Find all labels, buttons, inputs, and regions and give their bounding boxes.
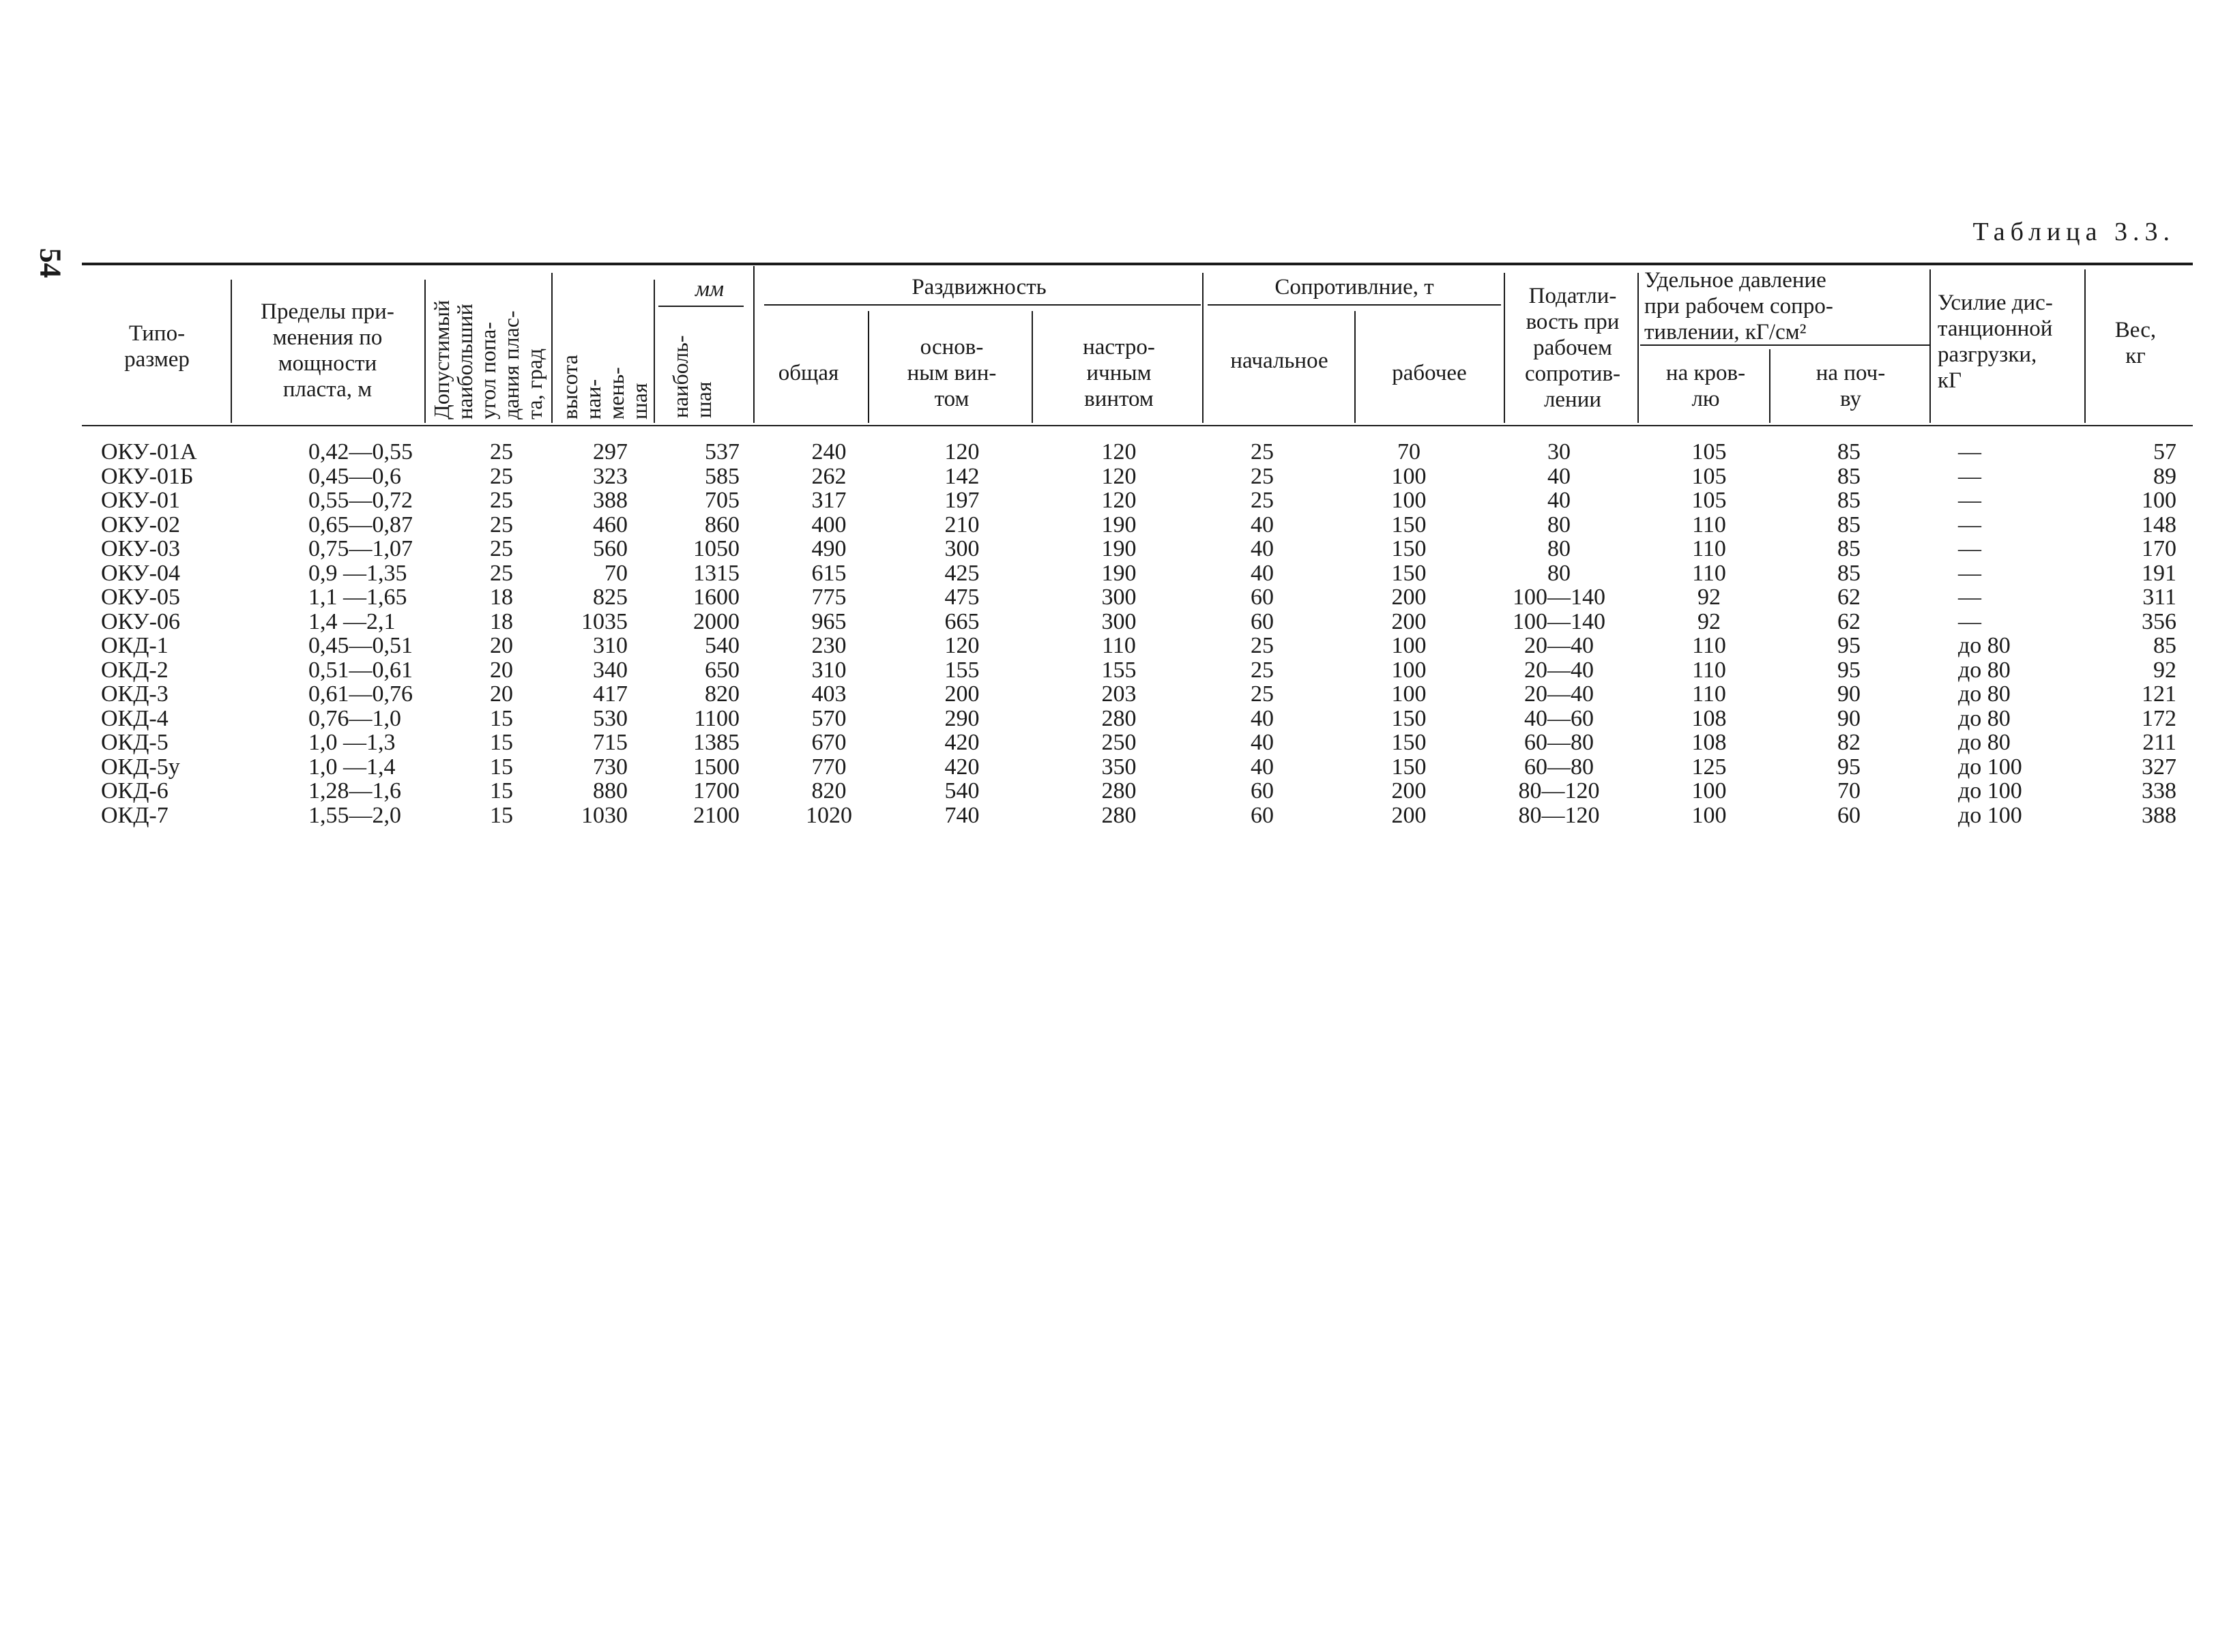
page-number: 54	[33, 248, 68, 278]
row-ext-adj: 120	[1101, 488, 1137, 513]
row-res-work: 100	[1391, 657, 1427, 683]
row-yield: 40	[1547, 488, 1571, 513]
row-weight: 327	[2142, 754, 2176, 780]
header-divider	[1640, 344, 1930, 346]
row-ext-total: 490	[811, 536, 847, 561]
row-weight: 148	[2142, 512, 2176, 537]
row-height-max: 860	[705, 512, 740, 537]
row-type: ОКД-5у	[101, 754, 180, 780]
table-caption: Таблица 3.3.	[1972, 218, 2175, 246]
row-ext-adj: 190	[1101, 560, 1137, 586]
row-unload: —	[1958, 536, 1981, 561]
row-press-floor: 62	[1837, 608, 1861, 634]
row-unload: до 80	[1958, 657, 2011, 683]
table-row	[0, 779, 2216, 803]
row-type: ОКУ-05	[101, 585, 180, 610]
row-ext-total: 262	[811, 463, 847, 489]
header-extension: Раздвижность	[912, 275, 1047, 299]
row-press-roof: 92	[1697, 608, 1721, 634]
row-res-work: 100	[1391, 633, 1427, 658]
row-type: ОКД-1	[101, 633, 169, 658]
header-res-init: начальное	[1230, 349, 1328, 373]
row-weight: 170	[2142, 536, 2176, 561]
header-yield: Податли- вость при рабочем сопротив- лении	[1524, 284, 1621, 412]
row-res-init: 40	[1251, 560, 1274, 586]
row-res-work: 150	[1391, 536, 1427, 561]
header-divider	[551, 273, 553, 423]
row-res-init: 40	[1251, 705, 1274, 731]
header-divider	[658, 306, 744, 307]
row-ext-adj: 120	[1101, 463, 1137, 489]
row-height-min: 530	[593, 705, 628, 731]
row-press-floor: 82	[1837, 730, 1861, 755]
row-res-init: 25	[1251, 439, 1274, 464]
row-height-max: 1100	[694, 705, 740, 731]
row-press-floor: 85	[1837, 439, 1861, 464]
row-ext-total: 310	[811, 657, 847, 683]
row-press-roof: 110	[1692, 657, 1726, 683]
row-res-init: 40	[1251, 754, 1274, 780]
row-unload: —	[1958, 463, 1981, 489]
row-press-roof: 110	[1692, 681, 1726, 707]
row-ext-main: 210	[944, 512, 980, 537]
row-ext-main: 540	[944, 778, 980, 803]
header-ext-total: общая	[778, 361, 839, 385]
row-ext-adj: 280	[1101, 705, 1137, 731]
row-ext-adj: 120	[1101, 439, 1137, 464]
row-press-floor: 95	[1837, 633, 1861, 658]
row-res-work: 100	[1391, 463, 1427, 489]
table-row	[0, 707, 2216, 731]
header-weight: Вес, кг	[2114, 318, 2157, 368]
row-range: 1,1 —1,65	[308, 585, 407, 610]
row-angle: 25	[490, 439, 513, 464]
row-height-min: 1030	[581, 802, 628, 828]
row-ext-main: 142	[944, 463, 980, 489]
row-ext-total: 670	[811, 730, 847, 755]
row-res-work: 150	[1391, 754, 1427, 780]
row-ext-main: 420	[944, 754, 980, 780]
row-ext-total: 965	[811, 608, 847, 634]
row-type: ОКУ-02	[101, 512, 180, 537]
row-ext-total: 820	[811, 778, 847, 803]
row-range: 0,51—0,61	[308, 657, 413, 683]
row-yield: 80	[1547, 512, 1571, 537]
table-row	[0, 561, 2216, 586]
row-height-max: 1600	[693, 585, 740, 610]
table-body	[0, 440, 2216, 827]
row-unload: —	[1958, 585, 1981, 610]
table-row	[0, 731, 2216, 755]
row-yield: 80—120	[1518, 802, 1600, 828]
row-ext-main: 120	[944, 633, 980, 658]
row-ext-adj: 300	[1101, 585, 1137, 610]
header-divider	[2084, 269, 2086, 423]
row-range: 0,65—0,87	[308, 512, 413, 537]
row-ext-adj: 190	[1101, 536, 1137, 561]
header-divider	[868, 311, 869, 423]
row-weight: 92	[2153, 657, 2176, 683]
row-ext-main: 665	[944, 608, 980, 634]
header-divider	[753, 266, 755, 423]
row-press-floor: 85	[1837, 463, 1861, 489]
row-angle: 15	[490, 705, 513, 731]
table-row	[0, 610, 2216, 634]
header-height-max: наиболь- шая	[668, 335, 716, 418]
row-ext-total: 570	[811, 705, 847, 731]
table-row	[0, 585, 2216, 610]
table-row	[0, 634, 2216, 658]
row-height-min: 323	[593, 463, 628, 489]
row-angle: 25	[490, 512, 513, 537]
row-weight: 191	[2142, 560, 2176, 586]
row-yield: 30	[1547, 439, 1571, 464]
row-yield: 80—120	[1518, 778, 1600, 803]
row-ext-total: 230	[811, 633, 847, 658]
row-ext-main: 300	[944, 536, 980, 561]
row-ext-main: 200	[944, 681, 980, 707]
row-ext-total: 615	[811, 560, 847, 586]
row-ext-main: 475	[944, 585, 980, 610]
row-unload: до 100	[1958, 754, 2022, 780]
table-row	[0, 440, 2216, 464]
row-res-init: 25	[1251, 463, 1274, 489]
row-weight: 311	[2142, 585, 2176, 610]
row-yield: 20—40	[1524, 657, 1594, 683]
row-ext-total: 770	[811, 754, 847, 780]
header-press-roof: на кров- лю	[1665, 361, 1746, 411]
row-press-floor: 90	[1837, 705, 1861, 731]
row-press-roof: 100	[1691, 802, 1727, 828]
header-divider	[1208, 304, 1501, 306]
row-press-roof: 110	[1692, 536, 1726, 561]
row-height-min: 1035	[581, 608, 628, 634]
row-range: 0,42—0,55	[308, 439, 413, 464]
row-height-max: 1500	[693, 754, 740, 780]
row-angle: 25	[490, 536, 513, 561]
header-height-unit: мм	[695, 277, 725, 301]
row-height-max: 2100	[693, 802, 740, 828]
row-weight: 89	[2153, 463, 2176, 489]
header-divider	[764, 304, 1201, 306]
row-range: 0,45—0,51	[308, 633, 413, 658]
row-yield: 60—80	[1524, 730, 1594, 755]
row-res-work: 200	[1391, 802, 1427, 828]
table-row	[0, 464, 2216, 489]
row-press-roof: 105	[1691, 488, 1727, 513]
row-height-max: 820	[705, 681, 740, 707]
row-ext-adj: 190	[1101, 512, 1137, 537]
row-ext-main: 290	[944, 705, 980, 731]
row-ext-main: 425	[944, 560, 980, 586]
header-height-min: наи- мень- шая	[581, 367, 652, 419]
header-divider	[1202, 273, 1204, 423]
row-ext-adj: 280	[1101, 778, 1137, 803]
row-height-max: 650	[705, 657, 740, 683]
row-type: ОКУ-01Б	[101, 463, 194, 489]
row-yield: 40	[1547, 463, 1571, 489]
row-yield: 100—140	[1513, 608, 1605, 634]
row-height-max: 1050	[693, 536, 740, 561]
row-res-work: 200	[1391, 585, 1427, 610]
row-press-floor: 70	[1837, 778, 1861, 803]
row-type: ОКД-5	[101, 730, 169, 755]
row-height-max: 585	[705, 463, 740, 489]
row-range: 1,4 —2,1	[308, 608, 396, 634]
header-divider	[1769, 349, 1770, 423]
row-press-floor: 95	[1837, 754, 1861, 780]
row-unload: до 80	[1958, 730, 2011, 755]
table-top-rule	[82, 263, 2193, 265]
row-ext-total: 400	[811, 512, 847, 537]
row-height-max: 1700	[693, 778, 740, 803]
row-ext-total: 317	[811, 488, 847, 513]
table-row	[0, 658, 2216, 683]
row-unload: до 80	[1958, 681, 2011, 707]
row-yield: 80	[1547, 560, 1571, 586]
row-ext-main: 740	[944, 802, 980, 828]
row-res-work: 200	[1391, 608, 1427, 634]
row-ext-adj: 110	[1102, 633, 1136, 658]
row-angle: 15	[490, 802, 513, 828]
row-press-roof: 110	[1692, 512, 1726, 537]
row-unload: до 80	[1958, 633, 2011, 658]
row-ext-total: 403	[811, 681, 847, 707]
row-ext-adj: 250	[1101, 730, 1137, 755]
row-height-max: 705	[705, 488, 740, 513]
header-unload: Усилие дис- танционной разгрузки, кГ	[1938, 291, 2053, 393]
row-range: 0,75—1,07	[308, 536, 413, 561]
row-unload: до 80	[1958, 705, 2011, 731]
row-ext-main: 120	[944, 439, 980, 464]
row-ext-adj: 203	[1101, 681, 1137, 707]
header-divider	[424, 280, 426, 423]
row-ext-main: 197	[944, 488, 980, 513]
row-press-roof: 125	[1691, 754, 1727, 780]
header-ext-adj: настро- ичным винтом	[1083, 335, 1155, 411]
row-res-init: 60	[1251, 608, 1274, 634]
row-yield: 20—40	[1524, 633, 1594, 658]
header-pressure: Удельное давление при рабочем сопро- тивлении, кГ/см²	[1644, 268, 1833, 344]
row-height-max: 537	[705, 439, 740, 464]
row-yield: 40—60	[1524, 705, 1594, 731]
row-res-work: 150	[1391, 512, 1427, 537]
row-type: ОКД-2	[101, 657, 169, 683]
row-res-init: 25	[1251, 633, 1274, 658]
row-unload: —	[1958, 608, 1981, 634]
row-res-work: 100	[1391, 488, 1427, 513]
row-weight: 172	[2142, 705, 2176, 731]
row-angle: 18	[490, 585, 513, 610]
row-type: ОКУ-03	[101, 536, 180, 561]
row-unload: —	[1958, 512, 1981, 537]
row-height-max: 2000	[693, 608, 740, 634]
row-type: ОКД-3	[101, 681, 169, 707]
header-res-work: рабочее	[1392, 361, 1467, 385]
row-weight: 100	[2142, 488, 2176, 513]
row-res-init: 40	[1251, 512, 1274, 537]
row-res-work: 150	[1391, 560, 1427, 586]
row-weight: 57	[2153, 439, 2176, 464]
row-type: ОКУ-01	[101, 488, 180, 513]
row-angle: 25	[490, 488, 513, 513]
row-height-min: 310	[593, 633, 628, 658]
row-press-roof: 110	[1692, 560, 1726, 586]
row-unload: до 100	[1958, 778, 2022, 803]
row-weight: 338	[2142, 778, 2176, 803]
row-range: 1,0 —1,4	[308, 754, 396, 780]
row-type: ОКУ-01А	[101, 439, 197, 464]
row-press-floor: 90	[1837, 681, 1861, 707]
header-divider	[1354, 311, 1356, 423]
row-angle: 20	[490, 681, 513, 707]
header-ext-main: основ- ным вин- том	[907, 335, 997, 411]
row-ext-total: 240	[811, 439, 847, 464]
row-press-roof: 108	[1691, 705, 1727, 731]
row-res-init: 40	[1251, 536, 1274, 561]
row-ext-adj: 155	[1101, 657, 1137, 683]
row-press-floor: 95	[1837, 657, 1861, 683]
row-type: ОКД-7	[101, 802, 169, 828]
row-range: 0,9 —1,35	[308, 560, 407, 586]
table-row	[0, 537, 2216, 561]
table-row	[0, 513, 2216, 537]
row-res-work: 150	[1391, 730, 1427, 755]
row-height-min: 825	[593, 585, 628, 610]
row-height-min: 560	[593, 536, 628, 561]
row-type: ОКУ-06	[101, 608, 180, 634]
row-range: 0,55—0,72	[308, 488, 413, 513]
row-range: 1,55—2,0	[308, 802, 401, 828]
header-bottom-rule	[82, 425, 2193, 426]
row-yield: 100—140	[1513, 585, 1605, 610]
row-press-floor: 85	[1837, 560, 1861, 586]
row-press-floor: 60	[1837, 802, 1861, 828]
row-height-min: 70	[604, 560, 628, 586]
row-press-roof: 108	[1691, 730, 1727, 755]
row-press-floor: 85	[1837, 536, 1861, 561]
row-res-work: 100	[1391, 681, 1427, 707]
row-weight: 356	[2142, 608, 2176, 634]
table-row	[0, 755, 2216, 780]
row-height-min: 880	[593, 778, 628, 803]
header-divider	[1929, 269, 1931, 423]
row-res-init: 40	[1251, 730, 1274, 755]
row-res-work: 150	[1391, 705, 1427, 731]
row-press-floor: 85	[1837, 512, 1861, 537]
row-press-roof: 110	[1692, 633, 1726, 658]
row-ext-total: 1020	[806, 802, 852, 828]
header-divider	[654, 280, 655, 423]
row-ext-main: 155	[944, 657, 980, 683]
row-res-init: 60	[1251, 802, 1274, 828]
row-range: 1,0 —1,3	[308, 730, 396, 755]
header-angle: Допустимый наибольший угол попа- дания плас- та, град	[429, 299, 546, 419]
row-height-min: 730	[593, 754, 628, 780]
row-height-min: 715	[593, 730, 628, 755]
row-press-roof: 105	[1691, 439, 1727, 464]
row-weight: 211	[2142, 730, 2176, 755]
header-range: Пределы при- менения по мощности пласта, м	[261, 299, 394, 402]
row-angle: 15	[490, 730, 513, 755]
row-type: ОКД-6	[101, 778, 169, 803]
row-angle: 25	[490, 463, 513, 489]
header-height: высота	[557, 355, 582, 419]
row-weight: 85	[2153, 633, 2176, 658]
row-weight: 388	[2142, 802, 2176, 828]
row-yield: 20—40	[1524, 681, 1594, 707]
row-ext-adj: 300	[1101, 608, 1137, 634]
row-press-roof: 100	[1691, 778, 1727, 803]
table-row	[0, 682, 2216, 707]
row-height-max: 1315	[693, 560, 740, 586]
row-range: 1,28—1,6	[308, 778, 401, 803]
row-height-min: 388	[593, 488, 628, 513]
row-angle: 18	[490, 608, 513, 634]
row-ext-total: 775	[811, 585, 847, 610]
row-ext-main: 420	[944, 730, 980, 755]
row-type: ОКУ-04	[101, 560, 180, 586]
row-type: ОКД-4	[101, 705, 169, 731]
row-angle: 20	[490, 657, 513, 683]
row-yield: 80	[1547, 536, 1571, 561]
header-divider	[1032, 311, 1033, 423]
row-height-max: 1385	[693, 730, 740, 755]
header-divider	[1504, 273, 1505, 423]
row-res-init: 25	[1251, 488, 1274, 513]
header-divider	[1637, 273, 1639, 423]
row-res-init: 60	[1251, 778, 1274, 803]
row-unload: —	[1958, 439, 1981, 464]
row-press-roof: 92	[1697, 585, 1721, 610]
row-res-init: 25	[1251, 657, 1274, 683]
row-height-min: 340	[593, 657, 628, 683]
header-type: Типо- размер	[124, 321, 190, 372]
row-range: 0,61—0,76	[308, 681, 413, 707]
row-height-max: 540	[705, 633, 740, 658]
row-res-work: 200	[1391, 778, 1427, 803]
row-res-init: 25	[1251, 681, 1274, 707]
row-res-work: 70	[1397, 439, 1420, 464]
row-res-init: 60	[1251, 585, 1274, 610]
row-angle: 20	[490, 633, 513, 658]
row-height-min: 460	[593, 512, 628, 537]
row-range: 0,76—1,0	[308, 705, 401, 731]
table-row	[0, 803, 2216, 828]
header-press-floor: на поч- ву	[1816, 361, 1886, 411]
row-range: 0,45—0,6	[308, 463, 401, 489]
row-height-min: 417	[593, 681, 628, 707]
row-ext-adj: 350	[1101, 754, 1137, 780]
row-weight: 121	[2142, 681, 2176, 707]
row-unload: —	[1958, 560, 1981, 586]
row-angle: 15	[490, 778, 513, 803]
row-press-floor: 62	[1837, 585, 1861, 610]
row-press-roof: 105	[1691, 463, 1727, 489]
row-height-min: 297	[593, 439, 628, 464]
row-unload: —	[1958, 488, 1981, 513]
row-ext-adj: 280	[1101, 802, 1137, 828]
row-unload: до 100	[1958, 802, 2022, 828]
header-resistance: Сопротивлние, т	[1274, 275, 1434, 299]
row-yield: 60—80	[1524, 754, 1594, 780]
table-row	[0, 488, 2216, 513]
row-angle: 15	[490, 754, 513, 780]
header-divider	[231, 280, 232, 423]
row-press-floor: 85	[1837, 488, 1861, 513]
row-angle: 25	[490, 560, 513, 586]
